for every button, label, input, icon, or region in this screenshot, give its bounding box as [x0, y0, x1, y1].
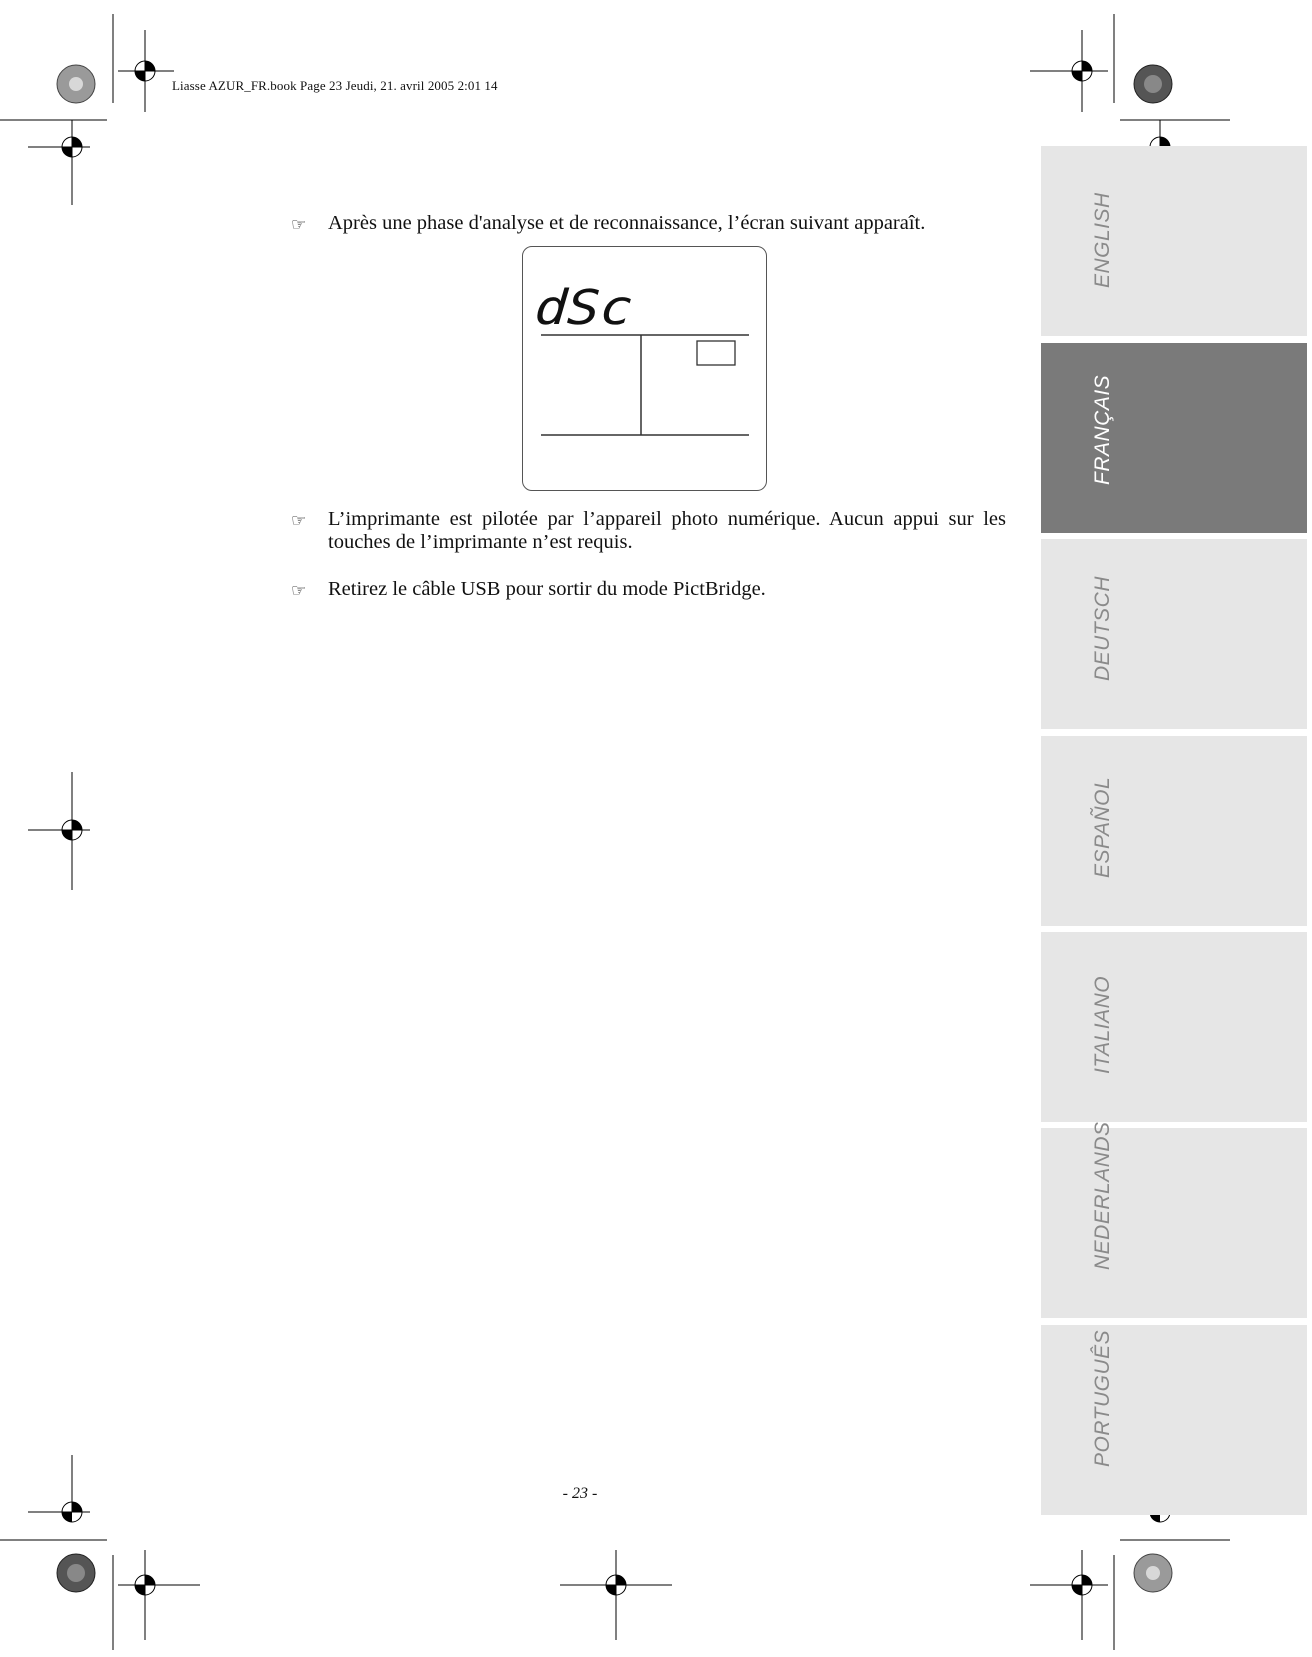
lcd-indicator — [697, 341, 735, 365]
tab-francais[interactable] — [1041, 343, 1307, 533]
lcd-text: dSc — [532, 280, 624, 336]
page-number: - 23 - — [562, 1485, 598, 1502]
tab-francais-label: FRANÇAIS — [1091, 374, 1114, 485]
lcd-display — [522, 246, 767, 491]
tab-italiano[interactable] — [1041, 932, 1307, 1122]
paragraph-text: Retirez le câble USB pour sortir du mode PictBridge. — [328, 578, 766, 600]
tab-portugues[interactable] — [1041, 1325, 1307, 1515]
tab-nederlands[interactable] — [1041, 1121, 1307, 1318]
running-header: Liasse AZUR_FR.book Page 23 Jeudi, 21. avril 2005 2:01 14 — [172, 78, 498, 93]
tab-espanol-label: ESPAÑOL — [1091, 776, 1114, 878]
tab-deutsch-label: DEUTSCH — [1091, 575, 1114, 681]
tab-nederlands-label: NEDERLANDS — [1091, 1121, 1114, 1270]
instruction-paragraph-1 — [291, 212, 1006, 235]
paragraph-text: Après une phase d'analyse et de reconnaissance, l’écran suivant apparaît. — [328, 212, 926, 234]
tab-portugues-label: PORTUGUÊS — [1091, 1329, 1114, 1467]
paragraph-text: L’imprimante est pilotée par l’appareil photo numérique. Aucun appui sur les touches de l’imprimante n’est requis. — [328, 508, 1006, 553]
instruction-paragraph-3 — [291, 578, 1006, 601]
tab-english-label: ENGLISH — [1091, 192, 1114, 288]
pointing-hand-icon: ☞ — [291, 581, 307, 601]
tab-espanol[interactable] — [1041, 736, 1307, 926]
tab-deutsch[interactable] — [1041, 539, 1307, 729]
pointing-hand-icon: ☞ — [291, 511, 307, 531]
tab-english[interactable] — [1041, 146, 1307, 336]
pointing-hand-icon: ☞ — [291, 215, 307, 235]
instruction-paragraph-2 — [291, 508, 1006, 554]
tab-italiano-label: ITALIANO — [1091, 975, 1114, 1074]
